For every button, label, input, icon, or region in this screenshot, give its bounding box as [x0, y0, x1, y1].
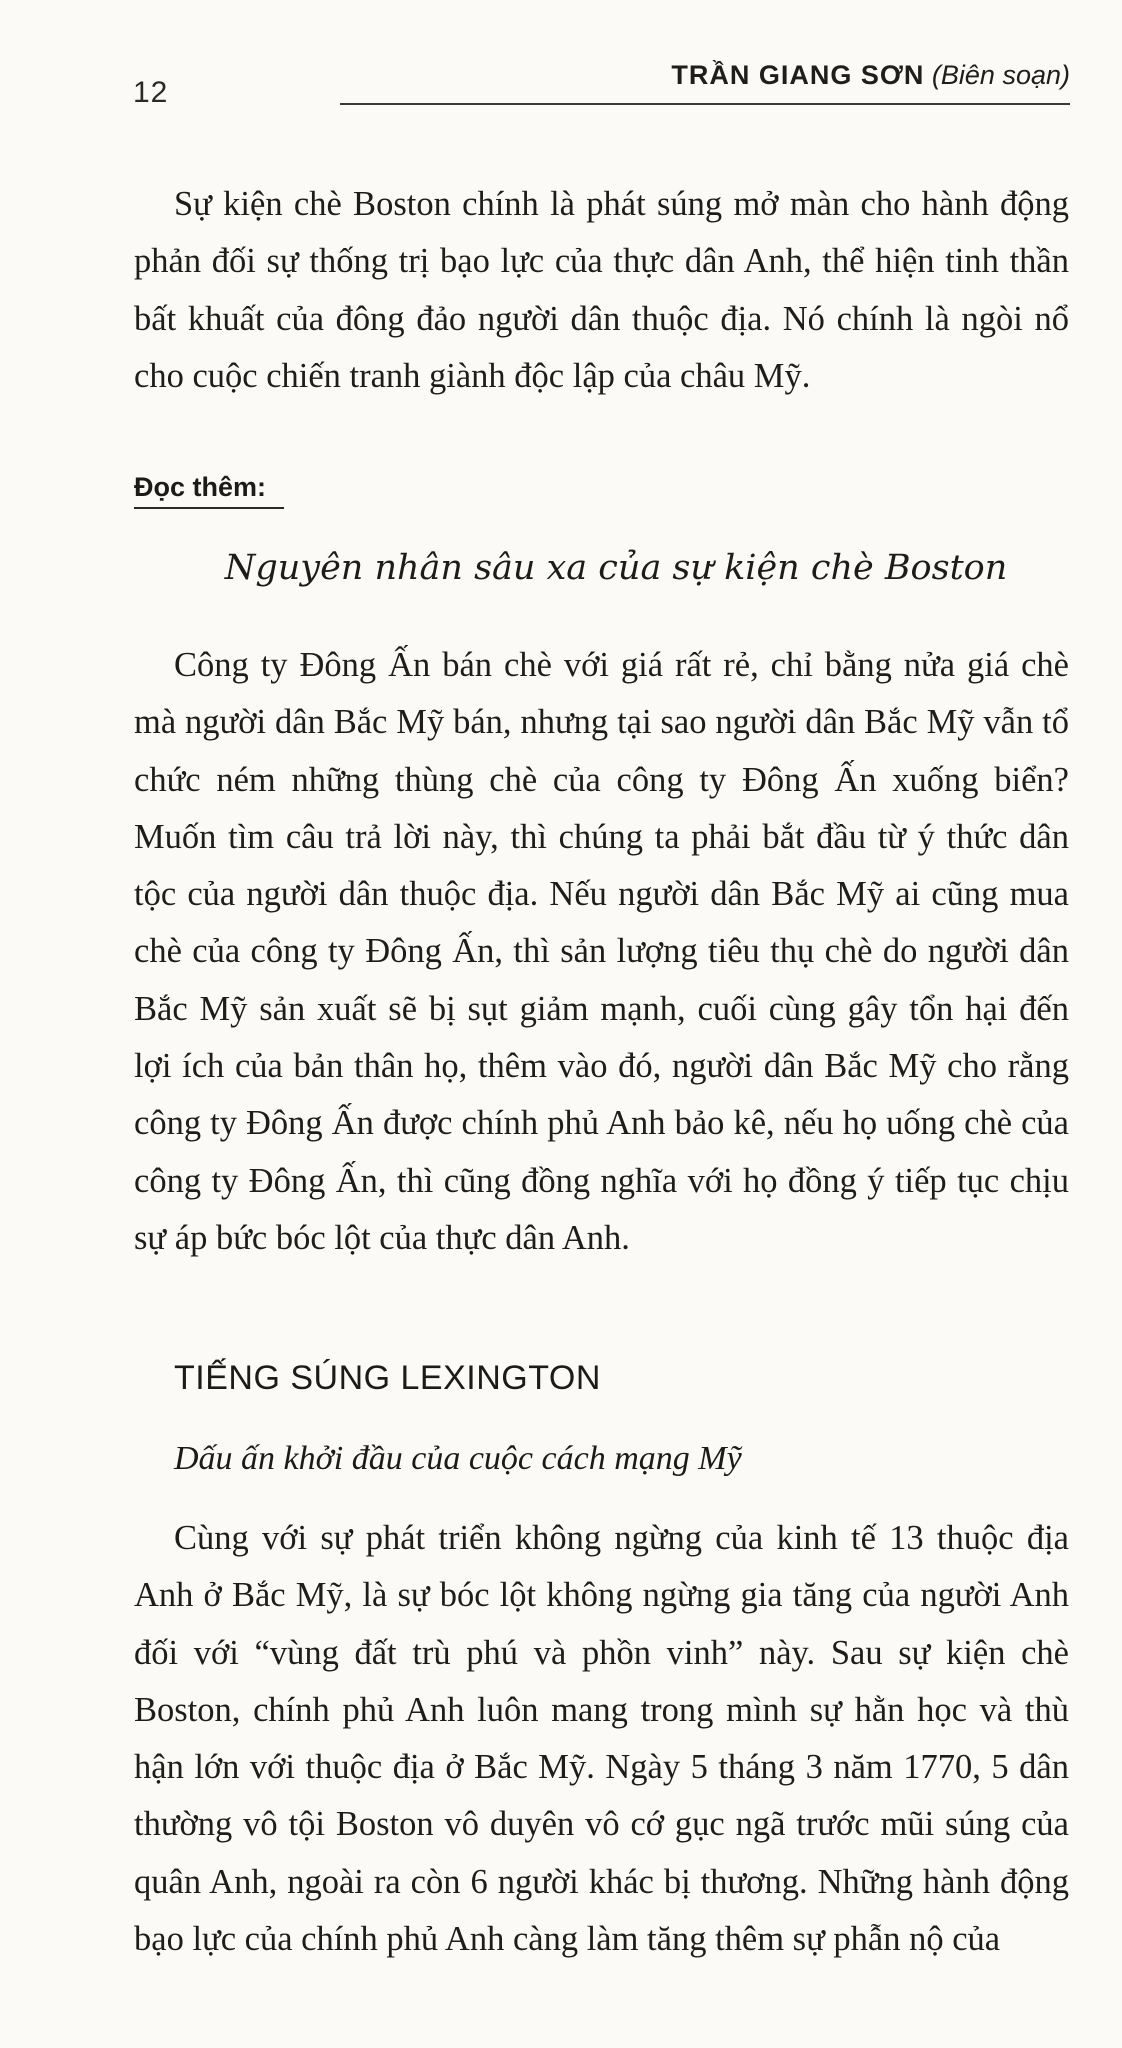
read-more-label: Đọc thêm:: [134, 472, 284, 509]
page-number: 12: [133, 76, 169, 109]
section-paragraph: Cùng với sự phát triển không ngừng của kinh tế 13 thuộc địa Anh ở Bắc Mỹ, là sự bóc lột không ngừng gia tăng của người Anh đối với “vùng đất trù phú và phồn vinh” này. Sau sự kiện chè Boston, chính phủ Anh luôn mang trong mình sự hằn học và thù hận lớn với thuộc địa ở Bắc Mỹ. Ngày 5 tháng 3 năm 1770, 5 dân thường vô tội Boston vô duyên vô cớ gục ngã trước mũi súng của quân Anh, ngoài ra còn 6 người khác bị thương. Những hành động bạo lực của chính phủ Anh càng làm tăng thêm sự phẫn nộ của: [134, 1519, 1069, 1959]
body-paragraph-1: Sự kiện chè Boston chính là phát súng mở màn cho hành động phản đối sự thống trị bạo lực của thực dân Anh, thể hiện tinh thần bất khuất của đông đảo người dân thuộc địa. Nó chính là ngòi nổ cho cuộc chiến tranh giành độc lập của châu Mỹ.: [134, 185, 1069, 395]
author-name: TRẦN GIANG SƠN: [671, 60, 925, 90]
author-role: (Biên soạn): [931, 60, 1070, 90]
read-more-title: Nguyên nhân sâu xa của sự kiện chè Boston: [224, 548, 1008, 588]
read-more-paragraph: Công ty Đông Ấn bán chè với giá rất rẻ, chỉ bằng nửa giá chè mà người dân Bắc Mỹ bán, nhưng tại sao người dân Bắc Mỹ vẫn tổ chức ném những thùng chè của công ty Đông Ấn xuống biển? Muốn tìm câu trả lời này, thì chúng ta phải bắt đầu từ ý thức dân tộc của người dân thuộc địa. Nếu người dân Bắc Mỹ ai cũng mua chè của công ty Đông Ấn, thì sản lượng tiêu thụ chè do người dân Bắc Mỹ sản xuất sẽ bị sụt giảm mạnh, cuối cùng gây tổn hại đến lợi ích của bản thân họ, thêm vào đó, người dân Bắc Mỹ cho rằng công ty Đông Ấn được chính phủ Anh bảo kê, nếu họ uống chè của công ty Đông Ấn, thì cũng đồng nghĩa với họ đồng ý tiếp tục chịu sự áp bức bóc lột của thực dân Anh.: [134, 646, 1069, 1257]
section-subheading: Dấu ấn khởi đầu của cuộc cách mạng Mỹ: [174, 1440, 742, 1477]
running-head: [671, 60, 1070, 91]
section-heading: TIẾNG SÚNG LEXINGTON: [174, 1359, 601, 1397]
header-rule: [340, 103, 1070, 105]
